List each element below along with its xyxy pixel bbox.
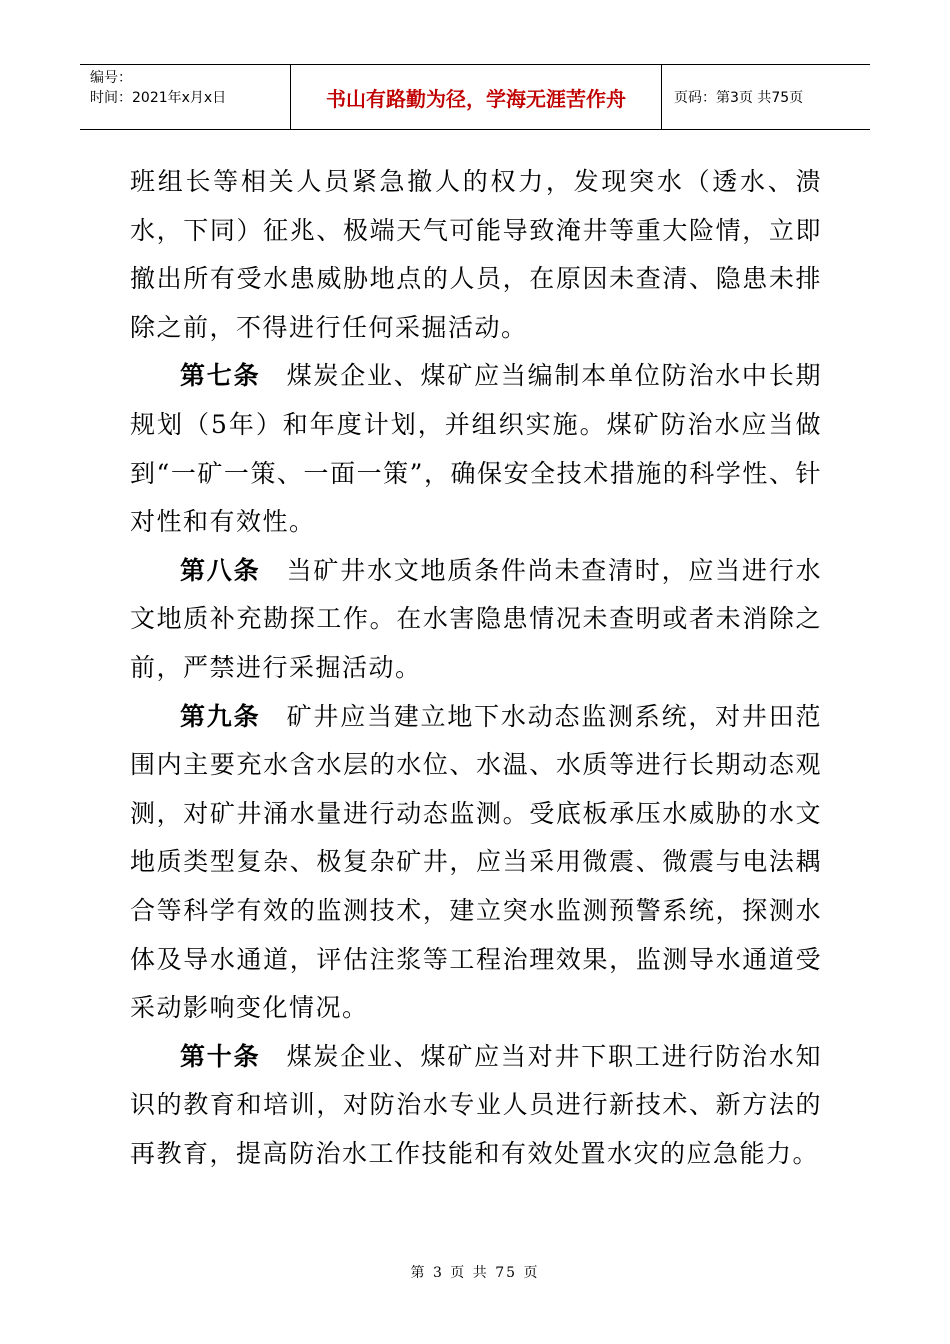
article-title: 第九条: [180, 701, 261, 731]
header-motto: 书山有路勤为径，学海无涯苦作舟: [291, 65, 662, 129]
article-text: 煤炭企业、煤矿应当编制本单位防治水中长期规划（5年）和年度计划，并组织实施。煤矿防治水应当做到“一矿一策、一面一策”，确保安全技术措施的科学性、针对性和有效性。: [130, 361, 822, 537]
article-text: 煤炭企业、煤矿应当对井下职工进行防治水知识的教育和培训，对防治水专业人员进行新技术、新方法的再教育，提高防治水工作技能和有效处置水灾的应急能力。: [130, 1041, 822, 1168]
document-number-label: 编号：: [90, 70, 132, 86]
page-header: [80, 64, 870, 130]
page-footer: 第 3 页 共 75 页: [410, 1265, 540, 1281]
article-text: 当矿井水文地质条件尚未查清时，应当进行水文地质补充勘探工作。在水害隐患情况未查明或者未消除之前，严禁进行采掘活动。: [130, 555, 822, 682]
document-body: [130, 158, 822, 1178]
article-7: [130, 352, 822, 546]
article-9: [130, 693, 822, 1033]
article-title: 第七条: [180, 361, 261, 391]
article-title: 第八条: [180, 555, 261, 585]
header-meta: [80, 65, 291, 129]
article-title: 第十条: [180, 1041, 261, 1071]
continuation-paragraph: 班组长等相关人员紧急撤人的权力，发现突水（透水、溃水，下同）征兆、极端天气可能导致淹井等重大险情，立即撤出所有受水患威胁地点的人员，在原因未查清、隐患未排除之前，不得进行任何采掘活动。: [130, 167, 822, 342]
article-text: 矿井应当建立地下水动态监测系统，对井田范围内主要充水含水层的水位、水温、水质等进行长期动态观测，对矿井涌水量进行动态监测。受底板承压水威胁的水文地质类型复杂、极复杂矿井，应当采用微震、微震与电法耦合等科学有效的监测技术，建立突水监测预警系统，探测水体及导水通道，评估注浆等工程治理效果，监测导水通道受采动影响变化情况。: [130, 701, 822, 1023]
article-10: [130, 1033, 822, 1179]
article-8: [130, 547, 822, 693]
document-time: 时间：2021年x月x日: [90, 90, 227, 106]
header-page-info: 页码：第3页 共75页: [674, 90, 804, 106]
